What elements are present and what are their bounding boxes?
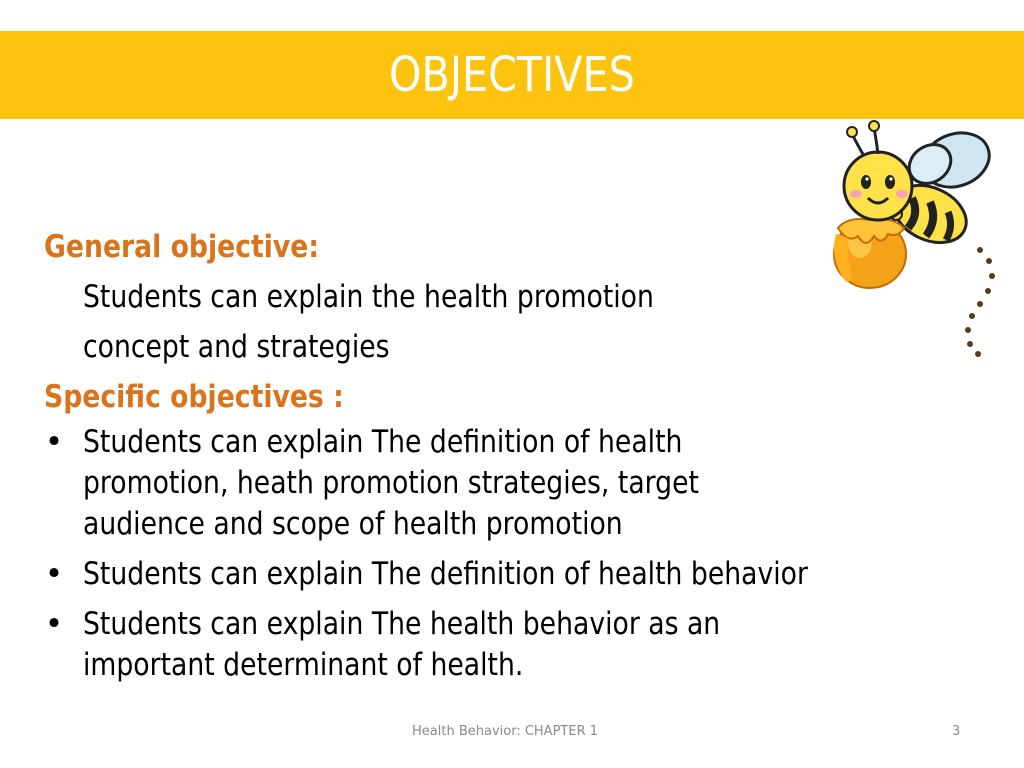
- bullet-1-line-1: Students can explain The definition of health: [83, 424, 683, 460]
- bullet-2-line-1: Students can explain The definition of health behavior: [83, 556, 808, 592]
- bullet-item-1: [44, 422, 944, 545]
- bullet-3-line-2: important determinant of health.: [83, 647, 524, 683]
- bee-with-honey-pot-icon: [808, 116, 1008, 366]
- specific-objectives-heading: [44, 372, 944, 422]
- bullet-1-line-2: promotion, heath promotion strategies, target: [83, 465, 699, 501]
- bullet-item-2: [44, 554, 944, 595]
- bullet-dot: •: [44, 556, 64, 592]
- general-objective-heading-text: General objective:: [44, 229, 320, 265]
- general-objective-text-2: concept and strategies: [83, 329, 390, 365]
- bullet-dot: •: [44, 606, 64, 642]
- specific-objectives-heading-text: Specific objectives :: [44, 379, 344, 415]
- bullet-1-line-3: audience and scope of health promotion: [83, 506, 623, 542]
- title-bar: [0, 31, 1024, 119]
- footer-chapter: Health Behavior: CHAPTER 1: [412, 724, 599, 739]
- slide-title: OBJECTIVES: [389, 47, 635, 103]
- page-number: 3: [952, 724, 961, 739]
- bullet-dot: •: [44, 424, 64, 460]
- bullet-3-line-1: Students can explain The health behavior as an: [83, 606, 721, 642]
- general-objective-text-1: Students can explain the health promotion: [83, 279, 654, 315]
- bullet-item-3: [44, 604, 944, 686]
